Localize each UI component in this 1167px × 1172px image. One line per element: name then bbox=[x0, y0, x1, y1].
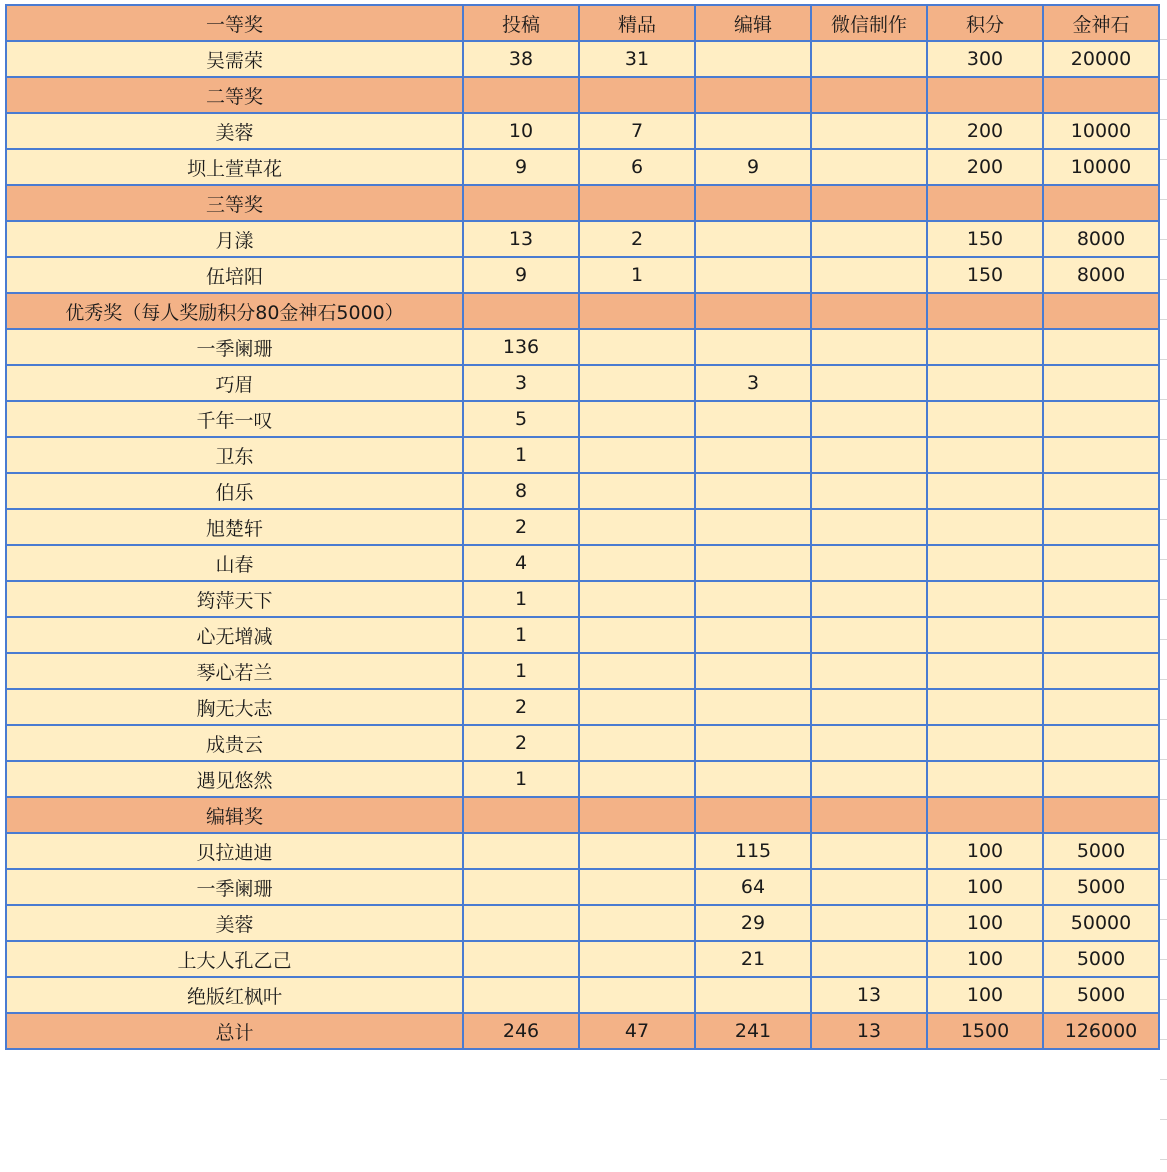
table-row bbox=[6, 113, 1159, 149]
value-cell[interactable] bbox=[579, 941, 695, 977]
value-cell[interactable] bbox=[695, 581, 811, 617]
value-cell[interactable] bbox=[1043, 365, 1159, 401]
value-cell[interactable]: 微信制作 bbox=[811, 5, 927, 41]
value-cell[interactable]: 5000 bbox=[1043, 941, 1159, 977]
table-row bbox=[6, 725, 1159, 761]
value-cell[interactable]: 21 bbox=[695, 941, 811, 977]
row-label-cell[interactable]: 旭楚轩 bbox=[6, 509, 463, 545]
value-cell[interactable] bbox=[579, 401, 695, 437]
value-cell[interactable] bbox=[1043, 617, 1159, 653]
value-cell[interactable]: 20000 bbox=[1043, 41, 1159, 77]
value-cell[interactable] bbox=[695, 329, 811, 365]
value-cell[interactable]: 2 bbox=[463, 725, 579, 761]
table-row bbox=[6, 329, 1159, 365]
value-cell[interactable]: 1 bbox=[579, 257, 695, 293]
value-cell[interactable] bbox=[927, 185, 1043, 221]
table-row bbox=[6, 41, 1159, 77]
value-cell[interactable]: 13 bbox=[811, 977, 927, 1013]
table-row bbox=[6, 221, 1159, 257]
value-cell[interactable]: 4 bbox=[463, 545, 579, 581]
value-cell[interactable]: 投稿 bbox=[463, 5, 579, 41]
value-cell[interactable] bbox=[811, 473, 927, 509]
row-label-cell[interactable]: 卫东 bbox=[6, 437, 463, 473]
award-table-body bbox=[6, 5, 1159, 1049]
row-label-cell[interactable]: 成贵云 bbox=[6, 725, 463, 761]
value-cell[interactable]: 6 bbox=[579, 149, 695, 185]
value-cell[interactable]: 100 bbox=[927, 869, 1043, 905]
value-cell[interactable]: 200 bbox=[927, 149, 1043, 185]
value-cell[interactable]: 300 bbox=[927, 41, 1043, 77]
value-cell[interactable]: 8 bbox=[463, 473, 579, 509]
value-cell[interactable] bbox=[811, 77, 927, 113]
value-cell[interactable]: 5000 bbox=[1043, 977, 1159, 1013]
value-cell[interactable] bbox=[695, 509, 811, 545]
row-label-cell[interactable]: 上大人孔乙己 bbox=[6, 941, 463, 977]
value-cell[interactable] bbox=[1043, 761, 1159, 797]
row-label-cell[interactable]: 一季阑珊 bbox=[6, 329, 463, 365]
row-label-cell[interactable]: 贝拉迪迪 bbox=[6, 833, 463, 869]
row-label-cell[interactable]: 千年一叹 bbox=[6, 401, 463, 437]
value-cell[interactable] bbox=[695, 545, 811, 581]
value-cell[interactable] bbox=[811, 365, 927, 401]
value-cell[interactable]: 9 bbox=[695, 149, 811, 185]
value-cell[interactable]: 100 bbox=[927, 833, 1043, 869]
row-label-cell[interactable]: 编辑奖 bbox=[6, 797, 463, 833]
value-cell[interactable]: 1 bbox=[463, 437, 579, 473]
row-label-cell[interactable]: 山春 bbox=[6, 545, 463, 581]
value-cell[interactable] bbox=[579, 905, 695, 941]
row-label-cell[interactable]: 胸无大志 bbox=[6, 689, 463, 725]
value-cell[interactable] bbox=[463, 941, 579, 977]
value-cell[interactable] bbox=[927, 725, 1043, 761]
value-cell[interactable] bbox=[463, 77, 579, 113]
value-cell[interactable] bbox=[1043, 545, 1159, 581]
value-cell[interactable] bbox=[695, 401, 811, 437]
value-cell[interactable] bbox=[811, 221, 927, 257]
value-cell[interactable]: 246 bbox=[463, 1013, 579, 1049]
value-cell[interactable]: 100 bbox=[927, 941, 1043, 977]
value-cell[interactable] bbox=[579, 545, 695, 581]
value-cell[interactable]: 5000 bbox=[1043, 833, 1159, 869]
value-cell[interactable] bbox=[811, 509, 927, 545]
value-cell[interactable]: 136 bbox=[463, 329, 579, 365]
row-label-cell[interactable]: 琴心若兰 bbox=[6, 653, 463, 689]
value-cell[interactable]: 13 bbox=[463, 221, 579, 257]
value-cell[interactable]: 100 bbox=[927, 905, 1043, 941]
table-row bbox=[6, 581, 1159, 617]
table-row bbox=[6, 941, 1159, 977]
value-cell[interactable]: 1 bbox=[463, 581, 579, 617]
row-label-cell[interactable]: 巧眉 bbox=[6, 365, 463, 401]
value-cell[interactable] bbox=[579, 581, 695, 617]
value-cell[interactable] bbox=[927, 401, 1043, 437]
value-cell[interactable] bbox=[579, 509, 695, 545]
value-cell[interactable] bbox=[579, 689, 695, 725]
row-label-cell[interactable]: 吴需荣 bbox=[6, 41, 463, 77]
value-cell[interactable] bbox=[1043, 329, 1159, 365]
table-row bbox=[6, 905, 1159, 941]
value-cell[interactable] bbox=[579, 293, 695, 329]
value-cell[interactable] bbox=[579, 473, 695, 509]
table-row bbox=[6, 545, 1159, 581]
value-cell[interactable] bbox=[579, 869, 695, 905]
value-cell[interactable] bbox=[927, 797, 1043, 833]
value-cell[interactable] bbox=[1043, 77, 1159, 113]
value-cell[interactable] bbox=[695, 473, 811, 509]
value-cell[interactable] bbox=[927, 293, 1043, 329]
value-cell[interactable] bbox=[695, 185, 811, 221]
value-cell[interactable] bbox=[811, 149, 927, 185]
value-cell[interactable] bbox=[579, 725, 695, 761]
table-row bbox=[6, 977, 1159, 1013]
value-cell[interactable] bbox=[927, 365, 1043, 401]
row-label-cell[interactable]: 伯乐 bbox=[6, 473, 463, 509]
value-cell[interactable] bbox=[463, 293, 579, 329]
value-cell[interactable] bbox=[927, 329, 1043, 365]
row-label-cell[interactable]: 美蓉 bbox=[6, 113, 463, 149]
section-row bbox=[6, 797, 1159, 833]
value-cell[interactable] bbox=[463, 869, 579, 905]
value-cell[interactable] bbox=[579, 437, 695, 473]
value-cell[interactable] bbox=[811, 941, 927, 977]
value-cell[interactable]: 47 bbox=[579, 1013, 695, 1049]
value-cell[interactable] bbox=[811, 725, 927, 761]
table-row bbox=[6, 689, 1159, 725]
value-cell[interactable]: 150 bbox=[927, 221, 1043, 257]
value-cell[interactable] bbox=[695, 725, 811, 761]
table-row bbox=[6, 473, 1159, 509]
sheet-edge bbox=[1160, 0, 1167, 1172]
value-cell[interactable]: 5000 bbox=[1043, 869, 1159, 905]
value-cell[interactable] bbox=[579, 833, 695, 869]
row-label-cell[interactable]: 优秀奖（每人奖励积分80金神石5000） bbox=[6, 293, 463, 329]
value-cell[interactable] bbox=[695, 761, 811, 797]
value-cell[interactable] bbox=[579, 761, 695, 797]
value-cell[interactable]: 38 bbox=[463, 41, 579, 77]
value-cell[interactable] bbox=[695, 797, 811, 833]
value-cell[interactable]: 精品 bbox=[579, 5, 695, 41]
value-cell[interactable] bbox=[1043, 437, 1159, 473]
section-row bbox=[6, 293, 1159, 329]
row-label-cell[interactable]: 美蓉 bbox=[6, 905, 463, 941]
value-cell[interactable] bbox=[695, 113, 811, 149]
value-cell[interactable] bbox=[927, 545, 1043, 581]
value-cell[interactable] bbox=[811, 761, 927, 797]
row-label-cell[interactable]: 筠萍天下 bbox=[6, 581, 463, 617]
value-cell[interactable] bbox=[695, 689, 811, 725]
value-cell[interactable]: 编辑 bbox=[695, 5, 811, 41]
value-cell[interactable]: 积分 bbox=[927, 5, 1043, 41]
value-cell[interactable]: 29 bbox=[695, 905, 811, 941]
value-cell[interactable] bbox=[695, 293, 811, 329]
table-row bbox=[6, 149, 1159, 185]
value-cell[interactable]: 8000 bbox=[1043, 257, 1159, 293]
value-cell[interactable]: 2 bbox=[463, 689, 579, 725]
value-cell[interactable] bbox=[463, 797, 579, 833]
value-cell[interactable]: 1500 bbox=[927, 1013, 1043, 1049]
value-cell[interactable]: 100 bbox=[927, 977, 1043, 1013]
value-cell[interactable] bbox=[695, 77, 811, 113]
value-cell[interactable] bbox=[1043, 689, 1159, 725]
table-row bbox=[6, 761, 1159, 797]
value-cell[interactable] bbox=[579, 185, 695, 221]
value-cell[interactable] bbox=[811, 293, 927, 329]
value-cell[interactable]: 9 bbox=[463, 257, 579, 293]
table-row bbox=[6, 401, 1159, 437]
value-cell[interactable] bbox=[463, 833, 579, 869]
value-cell[interactable] bbox=[811, 401, 927, 437]
value-cell[interactable] bbox=[463, 185, 579, 221]
value-cell[interactable] bbox=[1043, 293, 1159, 329]
value-cell[interactable] bbox=[579, 329, 695, 365]
value-cell[interactable]: 10000 bbox=[1043, 149, 1159, 185]
value-cell[interactable] bbox=[811, 329, 927, 365]
value-cell[interactable] bbox=[811, 905, 927, 941]
section-row bbox=[6, 185, 1159, 221]
value-cell[interactable]: 200 bbox=[927, 113, 1043, 149]
value-cell[interactable] bbox=[579, 797, 695, 833]
row-label-cell[interactable]: 心无增减 bbox=[6, 617, 463, 653]
value-cell[interactable] bbox=[695, 221, 811, 257]
value-cell[interactable] bbox=[811, 833, 927, 869]
value-cell[interactable] bbox=[695, 977, 811, 1013]
value-cell[interactable] bbox=[463, 977, 579, 1013]
value-cell[interactable]: 1 bbox=[463, 653, 579, 689]
value-cell[interactable] bbox=[811, 617, 927, 653]
value-cell[interactable]: 2 bbox=[463, 509, 579, 545]
value-cell[interactable]: 1 bbox=[463, 761, 579, 797]
value-cell[interactable] bbox=[927, 653, 1043, 689]
value-cell[interactable]: 150 bbox=[927, 257, 1043, 293]
value-cell[interactable] bbox=[811, 545, 927, 581]
value-cell[interactable]: 50000 bbox=[1043, 905, 1159, 941]
row-label-cell[interactable]: 总计 bbox=[6, 1013, 463, 1049]
value-cell[interactable] bbox=[927, 437, 1043, 473]
row-label-cell[interactable]: 遇见悠然 bbox=[6, 761, 463, 797]
value-cell[interactable] bbox=[579, 77, 695, 113]
table-row bbox=[6, 869, 1159, 905]
value-cell[interactable]: 64 bbox=[695, 869, 811, 905]
value-cell[interactable]: 241 bbox=[695, 1013, 811, 1049]
section-row bbox=[6, 5, 1159, 41]
value-cell[interactable] bbox=[811, 185, 927, 221]
row-label-cell[interactable]: 月漾 bbox=[6, 221, 463, 257]
value-cell[interactable] bbox=[579, 617, 695, 653]
table-row bbox=[6, 365, 1159, 401]
value-cell[interactable] bbox=[1043, 509, 1159, 545]
value-cell[interactable] bbox=[811, 581, 927, 617]
value-cell[interactable]: 13 bbox=[811, 1013, 927, 1049]
value-cell[interactable] bbox=[811, 437, 927, 473]
value-cell[interactable] bbox=[695, 653, 811, 689]
value-cell[interactable] bbox=[695, 41, 811, 77]
value-cell[interactable] bbox=[811, 257, 927, 293]
value-cell[interactable] bbox=[1043, 725, 1159, 761]
value-cell[interactable]: 8000 bbox=[1043, 221, 1159, 257]
section-row bbox=[6, 77, 1159, 113]
value-cell[interactable]: 1 bbox=[463, 617, 579, 653]
value-cell[interactable]: 115 bbox=[695, 833, 811, 869]
value-cell[interactable] bbox=[579, 977, 695, 1013]
value-cell[interactable] bbox=[695, 257, 811, 293]
value-cell[interactable]: 5 bbox=[463, 401, 579, 437]
value-cell[interactable] bbox=[811, 689, 927, 725]
row-label-cell[interactable]: 一季阑珊 bbox=[6, 869, 463, 905]
value-cell[interactable] bbox=[927, 509, 1043, 545]
value-cell[interactable] bbox=[695, 437, 811, 473]
table-row bbox=[6, 509, 1159, 545]
value-cell[interactable]: 3 bbox=[695, 365, 811, 401]
value-cell[interactable] bbox=[927, 761, 1043, 797]
value-cell[interactable] bbox=[579, 365, 695, 401]
value-cell[interactable]: 7 bbox=[579, 113, 695, 149]
value-cell[interactable] bbox=[927, 617, 1043, 653]
value-cell[interactable] bbox=[463, 905, 579, 941]
row-label-cell[interactable]: 一等奖 bbox=[6, 5, 463, 41]
value-cell[interactable]: 9 bbox=[463, 149, 579, 185]
value-cell[interactable]: 126000 bbox=[1043, 1013, 1159, 1049]
row-label-cell[interactable]: 二等奖 bbox=[6, 77, 463, 113]
row-label-cell[interactable]: 坝上萱草花 bbox=[6, 149, 463, 185]
value-cell[interactable]: 2 bbox=[579, 221, 695, 257]
value-cell[interactable]: 31 bbox=[579, 41, 695, 77]
table-row bbox=[6, 833, 1159, 869]
row-label-cell[interactable]: 三等奖 bbox=[6, 185, 463, 221]
value-cell[interactable] bbox=[579, 653, 695, 689]
value-cell[interactable] bbox=[811, 113, 927, 149]
value-cell[interactable] bbox=[695, 617, 811, 653]
value-cell[interactable] bbox=[811, 869, 927, 905]
table-row bbox=[6, 257, 1159, 293]
value-cell[interactable] bbox=[927, 473, 1043, 509]
value-cell[interactable] bbox=[927, 581, 1043, 617]
value-cell[interactable] bbox=[811, 41, 927, 77]
value-cell[interactable] bbox=[927, 689, 1043, 725]
value-cell[interactable] bbox=[1043, 797, 1159, 833]
row-label-cell[interactable]: 绝版红枫叶 bbox=[6, 977, 463, 1013]
value-cell[interactable] bbox=[1043, 473, 1159, 509]
value-cell[interactable] bbox=[1043, 185, 1159, 221]
table-row bbox=[6, 437, 1159, 473]
value-cell[interactable] bbox=[1043, 653, 1159, 689]
value-cell[interactable] bbox=[927, 77, 1043, 113]
table-row bbox=[6, 617, 1159, 653]
value-cell[interactable] bbox=[811, 797, 927, 833]
value-cell[interactable]: 3 bbox=[463, 365, 579, 401]
section-row bbox=[6, 1013, 1159, 1049]
row-label-cell[interactable]: 伍培阳 bbox=[6, 257, 463, 293]
value-cell[interactable]: 10000 bbox=[1043, 113, 1159, 149]
value-cell[interactable]: 金神石 bbox=[1043, 5, 1159, 41]
value-cell[interactable] bbox=[1043, 401, 1159, 437]
value-cell[interactable] bbox=[811, 653, 927, 689]
value-cell[interactable]: 10 bbox=[463, 113, 579, 149]
value-cell[interactable] bbox=[1043, 581, 1159, 617]
award-table bbox=[5, 4, 1160, 1050]
table-row bbox=[6, 653, 1159, 689]
